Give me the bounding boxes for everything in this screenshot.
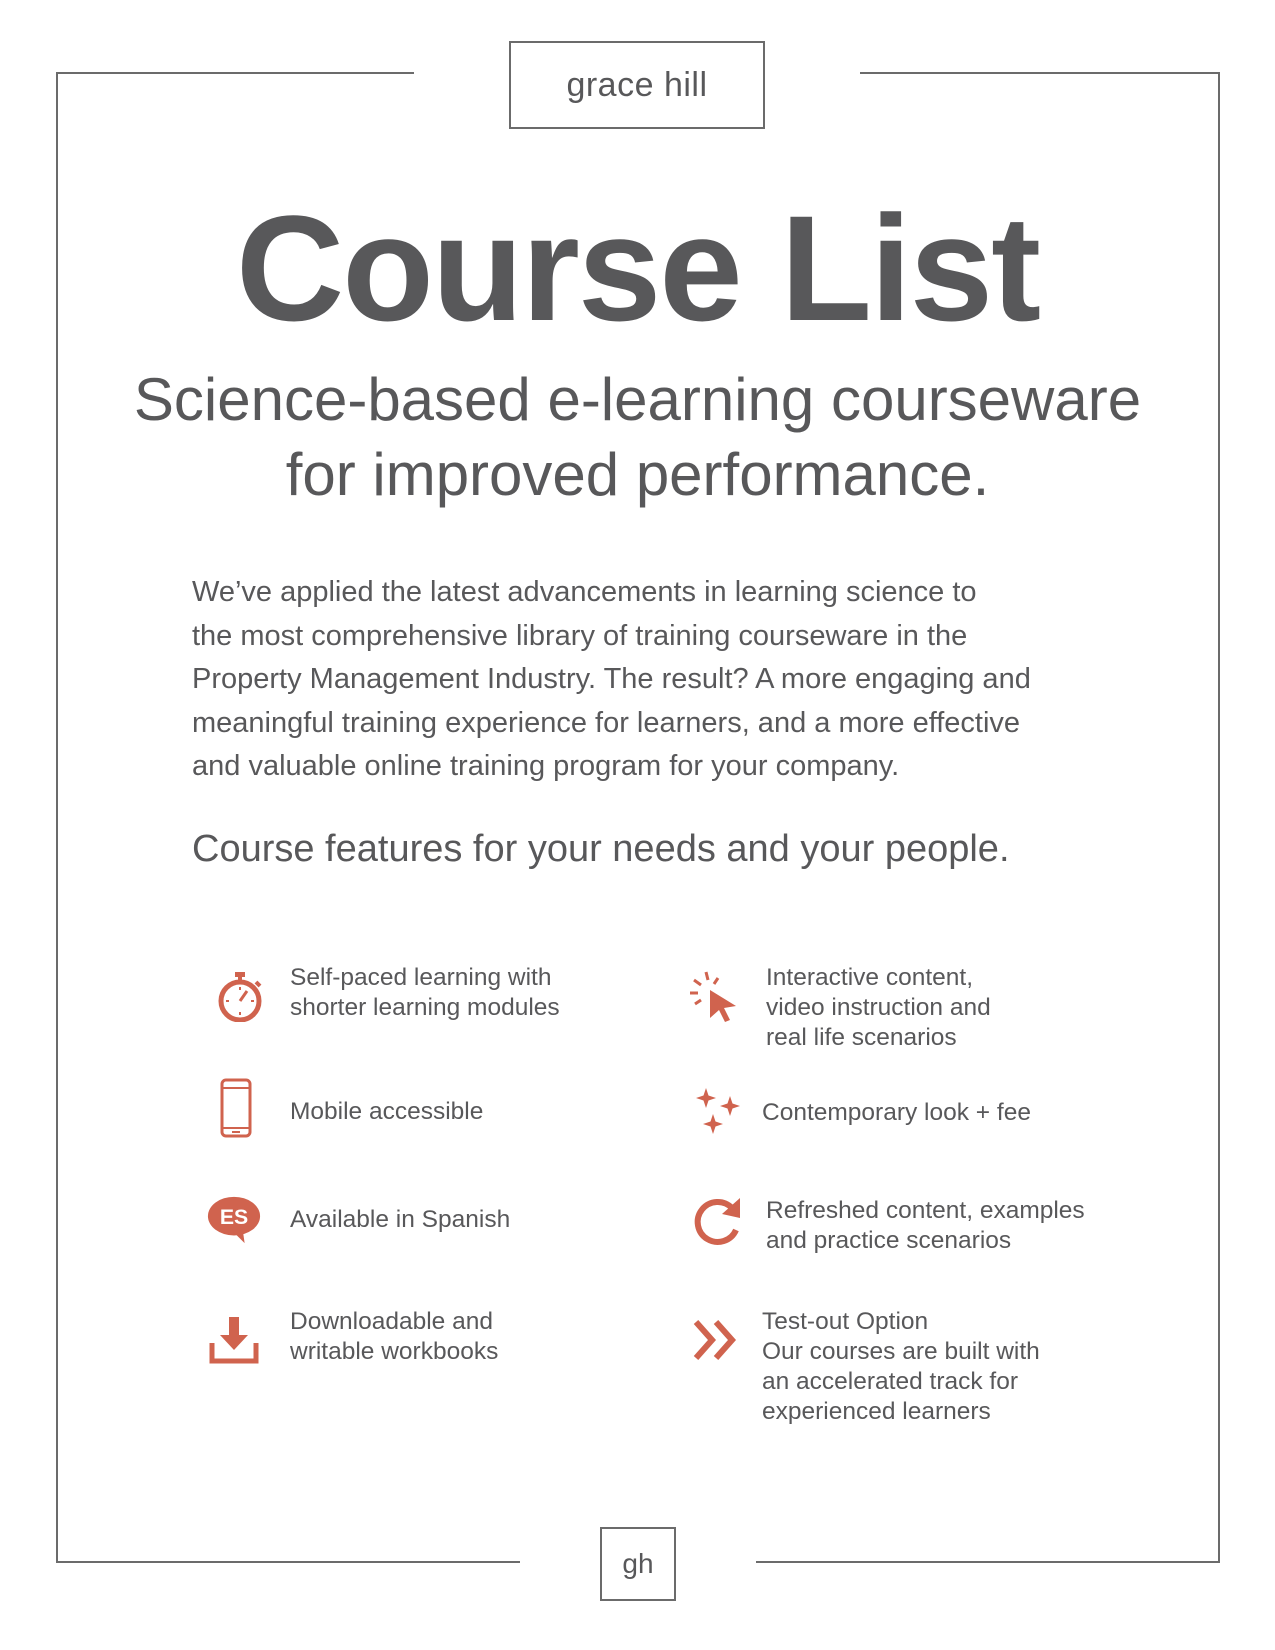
feature-text: Refreshed content, examples and practice scenarios xyxy=(766,1197,1085,1254)
refresh-icon xyxy=(690,1194,746,1250)
features-heading: Course features for your needs and your people. xyxy=(192,828,1010,870)
gh-footer-logo xyxy=(600,1527,676,1601)
subtitle-line-2: for improved performance. xyxy=(285,441,990,508)
feature-text: Self-paced learning with shorter learning modules xyxy=(290,964,560,1021)
intro-paragraph xyxy=(192,571,1152,789)
feature-text: Downloadable and writable workbooks xyxy=(290,1308,499,1365)
frame-bottom-right-line xyxy=(756,1561,1220,1563)
feature-text: Available in Spanish xyxy=(290,1206,511,1233)
mobile-phone-icon xyxy=(208,1080,264,1136)
sparkles-icon xyxy=(690,1082,746,1138)
intro-line-3: Property Management Industry. The result? A more engaging and xyxy=(192,663,1031,695)
subtitle-line-1: Science-based e-learning courseware xyxy=(133,366,1142,433)
intro-line-2: the most comprehensive library of training courseware in the xyxy=(192,619,968,652)
feature-text: Contemporary look + fee xyxy=(762,1099,1031,1126)
es-label: ES xyxy=(219,1204,249,1229)
cursor-click-icon xyxy=(688,970,744,1026)
intro-line-5: and valuable online training program for your company. xyxy=(192,750,900,782)
footer-logo-text: gh xyxy=(622,1548,654,1579)
download-icon xyxy=(206,1312,262,1368)
intro-line-4: meaningful training experience for learners, and a more effective xyxy=(192,706,1021,739)
frame-top-right-line xyxy=(860,72,1220,74)
intro-line-1: We’ve applied the latest advancements in learning science to xyxy=(192,576,977,608)
page-title: Course List xyxy=(235,184,1040,352)
feature-text: Mobile accessible xyxy=(290,1098,484,1125)
frame-bottom-left-line xyxy=(56,1561,520,1563)
page-subtitle xyxy=(60,362,1215,512)
grace-hill-logo xyxy=(509,41,765,129)
spanish-speech-bubble-icon xyxy=(206,1192,262,1248)
stopwatch-icon xyxy=(212,968,268,1024)
feature-text: Test-out Option Our courses are built with an accelerated track for experienced learners xyxy=(762,1308,1040,1425)
fast-forward-icon xyxy=(690,1312,746,1368)
logo-text: grace hill xyxy=(566,65,708,104)
feature-text: Interactive content, video instruction and real life scenarios xyxy=(766,964,991,1051)
frame-top-left-line xyxy=(56,72,414,74)
